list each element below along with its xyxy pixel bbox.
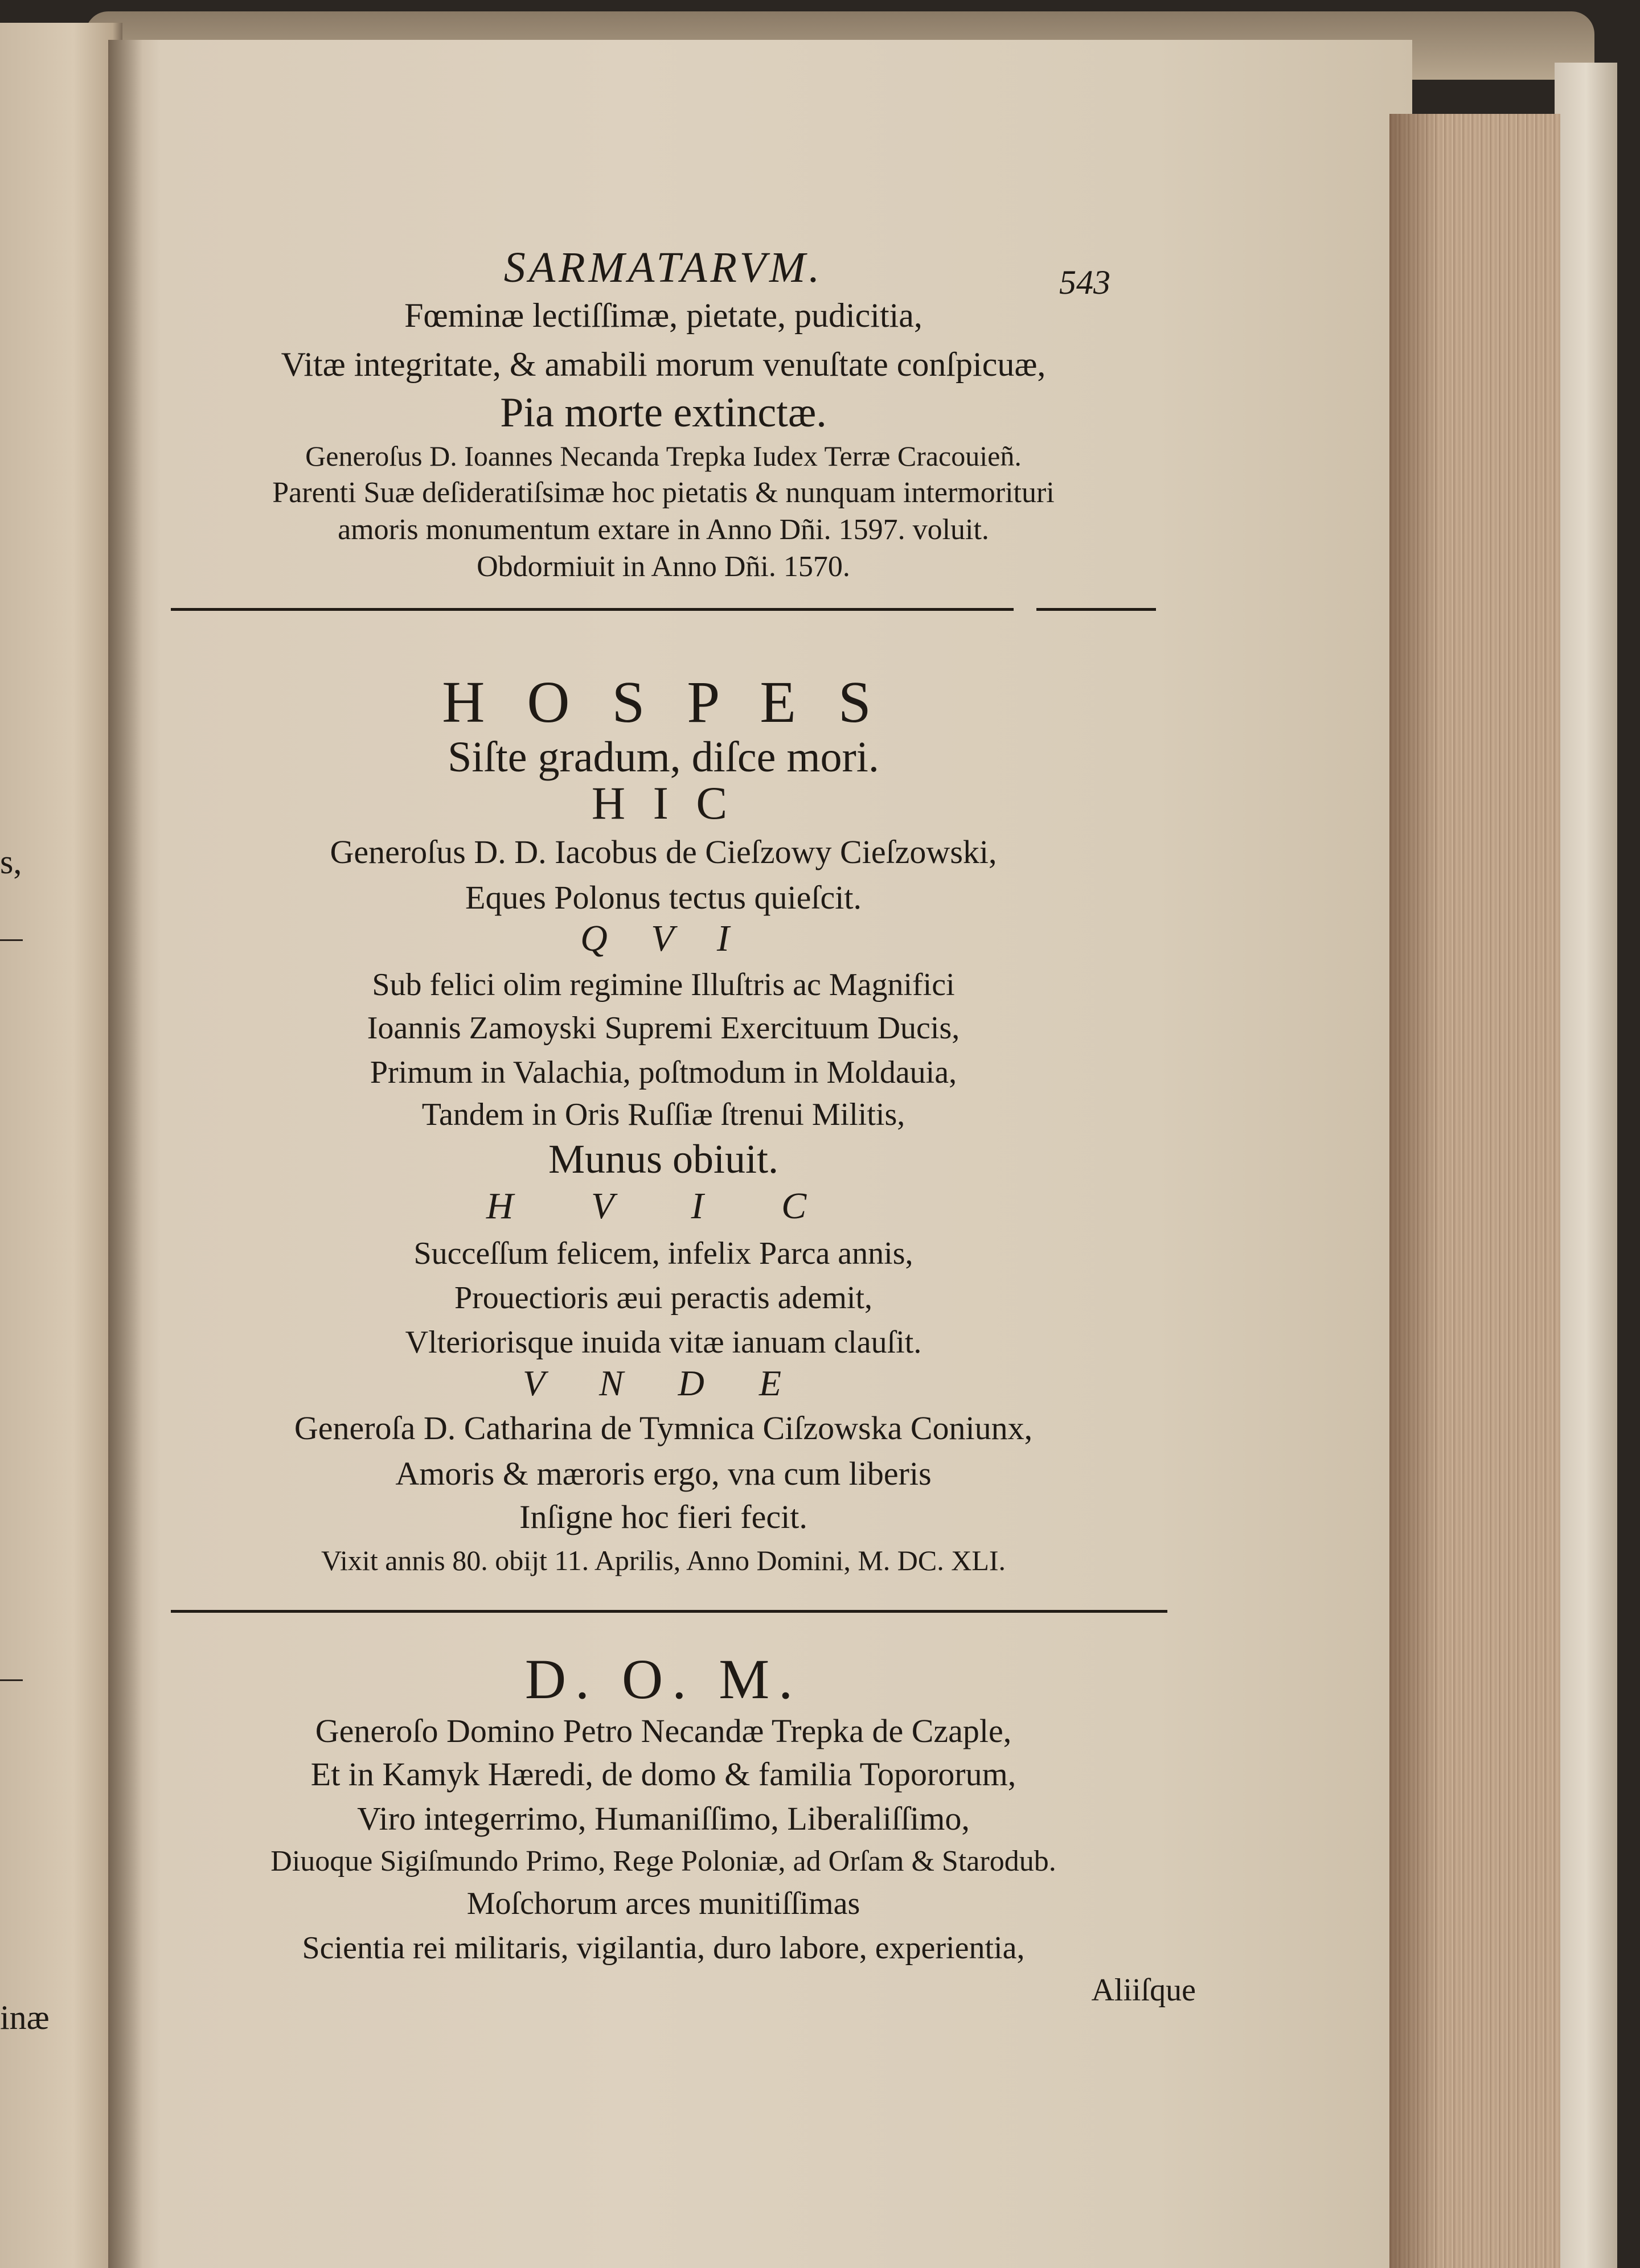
- epitaph-line: Vlteriorisque inuida vitæ ianuam clauſit.: [405, 1325, 922, 1360]
- epitaph-line: Vixit annis 80. obijt 11. Aprilis, Anno Domini, M. DC. XLI.: [321, 1544, 1006, 1576]
- left-page-fragment: inæ: [0, 1999, 50, 2036]
- epitaph-line: Moſchorum arces munitiſſimas: [466, 1886, 860, 1921]
- epitaph-heading: H O S P E S: [442, 669, 885, 735]
- epitaph-line: H V I C: [486, 1185, 841, 1227]
- epitaph-line: Ioannis Zamoyski Supremi Exercituum Ducis,: [367, 1010, 960, 1046]
- epitaph-line: amoris monumentum extare in Anno Dñi. 1597. voluit.: [338, 513, 989, 546]
- epitaph-line: Sub felici olim regimine Illuſtris ac Magnifici: [372, 967, 955, 1002]
- epitaph-line: Et in Kamyk Hæredi, de domo & familia Topororum,: [310, 1756, 1016, 1793]
- epitaph-line: Viro integerrimo, Humaniſſimo, Liberaliſſimo,: [357, 1800, 970, 1837]
- epitaph-line: Generoſa D. Catharina de Tymnica Ciſzowska Coniunx,: [294, 1410, 1033, 1447]
- running-head: SARMATARVM.: [503, 244, 823, 291]
- left-page-rule: [0, 939, 23, 941]
- epitaph-line: Parenti Suæ deſideratiſsimæ hoc pietatis & nunquam intermorituri: [272, 476, 1055, 509]
- book-cover-edge: [1555, 63, 1617, 2268]
- epitaph-line: Fœminæ lectiſſimæ, pietate, pudicitia,: [404, 297, 922, 334]
- left-page-rule: [0, 1679, 23, 1681]
- epitaph-line: Siſte gradum, diſce mori.: [448, 733, 879, 781]
- epitaph-line: Eques Polonus tectus quieſcit.: [465, 879, 862, 916]
- separator-rule: [1036, 608, 1156, 611]
- separator-rule: [171, 1610, 1167, 1613]
- epitaph-line: Pia morte extinctæ.: [500, 389, 827, 436]
- epitaph-heading: D. O. M.: [524, 1647, 802, 1711]
- epitaph-line: Scientia rei militaris, vigilantia, duro labore, experientia,: [302, 1930, 1025, 1966]
- epitaph-line: Amoris & mæroris ergo, vna cum liberis: [395, 1455, 932, 1492]
- epitaph-line: Prouectioris æui peractis ademit,: [454, 1280, 873, 1316]
- epitaph-line: Diuoque Sigiſmundo Primo, Rege Poloniæ, ad Orſam & Starodub.: [270, 1845, 1056, 1877]
- epitaph-line: Vitæ integritate, & amabili morum venuſtate conſpicuæ,: [281, 346, 1046, 383]
- epitaph-line: Generoſus D. Ioannes Necanda Trepka Iudex Terræ Cracouieñ.: [305, 440, 1022, 472]
- catchword: Aliiſque: [1091, 1973, 1196, 2008]
- epitaph-line: Primum in Valachia, poſtmodum in Moldauia,: [370, 1055, 957, 1090]
- epitaph-line: Generoſus D. D. Iacobus de Cieſzowy Cieſzowski,: [330, 833, 997, 870]
- left-page-fragment: s,: [0, 843, 22, 881]
- page-fore-edge: [1389, 114, 1560, 2268]
- epitaph-line: V N D E: [523, 1363, 804, 1403]
- epitaph-line: Munus obiuit.: [548, 1136, 779, 1182]
- epitaph-line: Inſigne hoc fieri fecit.: [519, 1498, 807, 1535]
- epitaph-line: Tandem in Oris Ruſſiæ ſtrenui Militis,: [421, 1097, 905, 1132]
- epitaph-line: Succeſſum felicem, infelix Parca annis,: [413, 1236, 913, 1271]
- page-number: 543: [1059, 264, 1110, 301]
- epitaph-line: Q V I: [580, 918, 747, 959]
- separator-rule: [171, 608, 1014, 611]
- left-page-sliver: [0, 23, 122, 2268]
- epitaph-line: Obdormiuit in Anno Dñi. 1570.: [477, 550, 850, 583]
- epitaph-line: H I C: [591, 777, 736, 829]
- epitaph-line: Generoſo Domino Petro Necandæ Trepka de Czaple,: [315, 1712, 1012, 1749]
